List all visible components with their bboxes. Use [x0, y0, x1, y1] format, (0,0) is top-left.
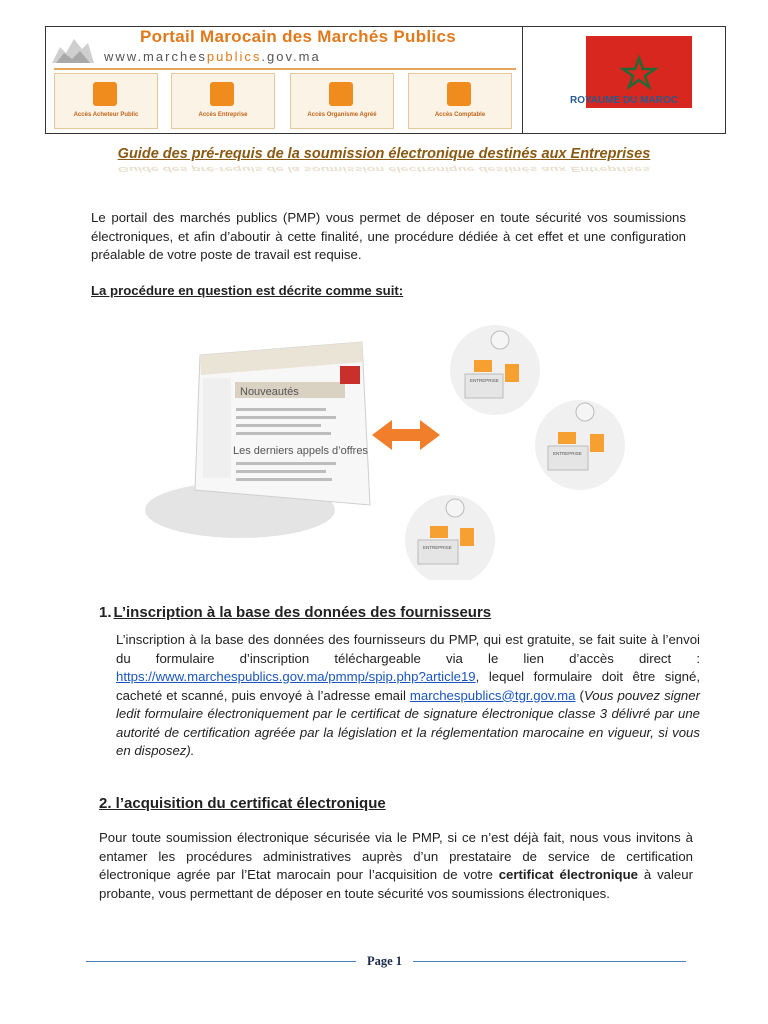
- entreprise-figure-2: [535, 400, 625, 490]
- office-icon: [210, 82, 234, 106]
- tile-comptable[interactable]: [408, 73, 512, 129]
- procedure-heading: La procédure en question est décrite comme suit:: [91, 283, 404, 298]
- svg-text:ENTREPRISE: ENTREPRISE: [553, 451, 582, 456]
- article19-link[interactable]: https://www.marchespublics.gov.ma/pmmp/spip.php?article19: [116, 669, 476, 684]
- footer-rule-right: [413, 961, 686, 962]
- section-2-body: Pour toute soumission électronique sécurisée via le PMP, si ce n’est déjà fait, nous vous invitons à entamer les procédures administratives auprès d’un prestataire de service de certification électronique agrée par l’Etat marocain pour l’acquisition de votre certificat électronique à valeur probante, vous permettant de déposer en toute sécurité vos soumissions électroniques.: [99, 830, 693, 901]
- signature-note: Vous pouvez signer ledit formulaire électroniquement par le certificat de signature électronique classe 3 délivré par une autorité de certification agréée par la législation et la réglementation marocaine en vigueur, si vous en disposez).: [116, 687, 700, 758]
- map-logo-icon: [50, 33, 96, 67]
- screen-heading-appels: Les derniers appels d’offres: [233, 445, 368, 457]
- banner-right: [523, 27, 725, 133]
- building-icon: [93, 82, 117, 106]
- portal-banner: [45, 26, 726, 134]
- process-illustration: [140, 320, 700, 580]
- banner-divider: [54, 68, 516, 70]
- bidirectional-arrow-icon: [372, 420, 440, 450]
- institution-icon: [329, 82, 353, 106]
- tile-acheteur-public[interactable]: [54, 73, 158, 129]
- tile-organisme-agree[interactable]: [290, 73, 394, 129]
- royaume-label: ROYAUME DU MAROC: [570, 95, 678, 106]
- document-title: Guide des pré-requis de la soumission électronique destinés aux Entreprises: [117, 146, 651, 162]
- tile-label: Accès Acheteur Public: [73, 112, 139, 118]
- portal-url: www.marchespublics.gov.ma: [104, 49, 321, 64]
- svg-text:ENTREPRISE: ENTREPRISE: [470, 378, 499, 383]
- tile-label: Accès Comptable: [434, 112, 486, 118]
- entreprise-figure-1: [450, 325, 540, 415]
- tile-label: Accès Entreprise: [198, 112, 248, 118]
- calculator-icon: [447, 82, 471, 106]
- banner-left: [46, 27, 523, 133]
- section-1-body: L’inscription à la base des données des fournisseurs du PMP, qui est gratuite, se fait suite à l’envoi du formulaire d’inscription téléchargeable via le lien d’accès direct : https://www.marchespublics.gov.ma/pmmp/spip.php?article19, lequel formulaire doit être signé, cacheté et scanné, puis envoyé à l’adresse email marchespublics@tgr.gov.ma (Vous pouvez signer ledit formulaire électroniquement par le certificat de signature électronique classe 3 délivré par une autorité de certification agréée par la législation et la réglementation marocaine en vigueur, si vous en disposez).: [116, 632, 700, 758]
- screen-heading-nouveautes: Nouveautés: [240, 386, 299, 398]
- section-1-heading: 1. L’inscription à la base des données des fournisseurs: [99, 604, 492, 621]
- tile-entreprise[interactable]: [171, 73, 275, 129]
- tile-label: Accès Organisme Agréé: [307, 112, 377, 118]
- page-number: Page 1: [366, 954, 403, 968]
- footer-rule-left: [86, 961, 356, 962]
- email-link[interactable]: marchespublics@tgr.gov.ma: [409, 687, 576, 703]
- portal-title: Portail Marocain des Marchés Publics: [140, 27, 456, 46]
- entreprise-figure-3: [405, 495, 495, 580]
- section-2-heading: 2. l’acquisition du certificat électronique: [99, 795, 386, 812]
- document-title-reflection: Guide des pré-requis de la soumission électronique destinés aux Entreprises: [117, 165, 651, 173]
- svg-text:ENTREPRISE: ENTREPRISE: [423, 545, 452, 550]
- website-screenshot: [195, 342, 370, 505]
- intro-paragraph: Le portail des marchés publics (PMP) vous permet de déposer en toute sécurité vos soumissions électroniques, et afin d’aboutir à cette finalité, une procédure dédiée à cet effet et une configuration préalable de votre poste de travail est requise.: [91, 210, 686, 262]
